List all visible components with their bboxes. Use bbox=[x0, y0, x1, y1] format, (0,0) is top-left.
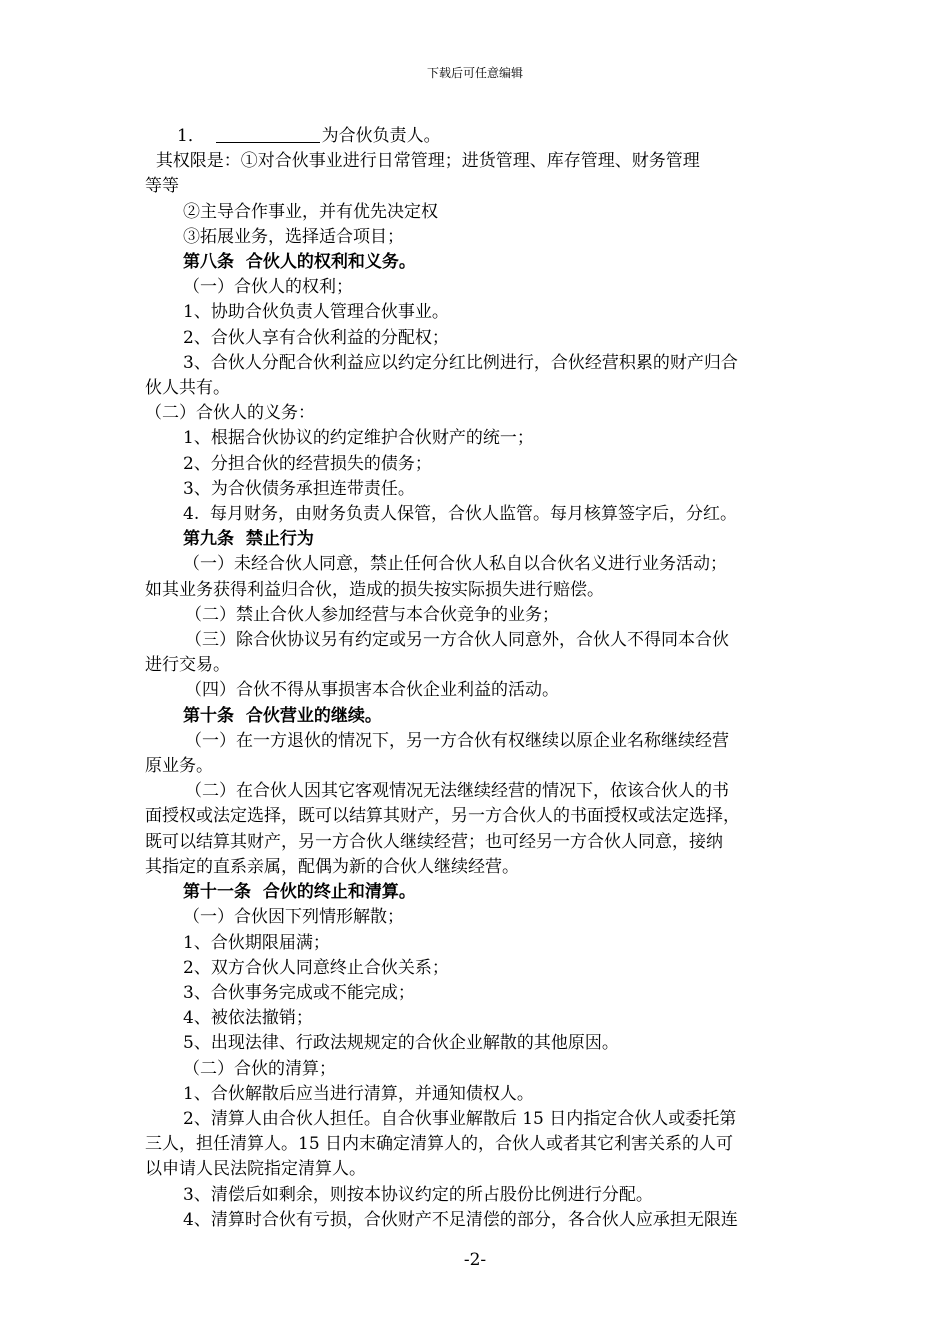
item-1-text: 为合伙负责人。 bbox=[321, 126, 441, 146]
page-number: -2- bbox=[463, 1250, 487, 1270]
article-heading: 第十条 合伙营业的继续。 bbox=[183, 705, 382, 726]
text-line: 2、合伙人享有合伙利益的分配权； bbox=[183, 327, 449, 348]
article-heading: 第八条 合伙人的权利和义务。 bbox=[183, 252, 416, 273]
text-line: （二）禁止合伙人参加经营与本合伙竞争的业务； bbox=[185, 604, 559, 625]
text-line: 伙人共有。 bbox=[145, 378, 230, 399]
text-line: 原业务。 bbox=[145, 756, 213, 777]
text-line: 3、为合伙债务承担连带责任。 bbox=[183, 478, 415, 499]
text-line: 等等 bbox=[145, 176, 179, 197]
text-line: 1、合伙期限届满； bbox=[183, 932, 330, 953]
text-line: 4. 每月财务，由财务负责人保管，合伙人监管。每月核算签字后，分红。 bbox=[183, 504, 738, 525]
text-line: 以申请人民法院指定清算人。 bbox=[145, 1159, 366, 1180]
text-line: 1、根据合伙协议的约定维护合伙财产的统一； bbox=[183, 428, 534, 449]
text-line: 既可以结算其财产，另一方合伙人继续经营；也可经另一方合伙人同意，接纳 bbox=[145, 831, 723, 852]
text-line: 其指定的直系亲属，配偶为新的合伙人继续经营。 bbox=[145, 856, 519, 877]
text-line: 进行交易。 bbox=[145, 655, 230, 676]
article-heading: 第十一条 合伙的终止和清算。 bbox=[183, 882, 416, 903]
text-line: 4、清算时合伙有亏损，合伙财产不足清偿的部分，各合伙人应承担无限连 bbox=[183, 1209, 738, 1230]
text-line: 2、清算人由合伙人担任。自合伙事业解散后 15 日内指定合伙人或委托第 bbox=[183, 1108, 737, 1129]
text-line: 如其业务获得利益归合伙，造成的损失按实际损失进行赔偿。 bbox=[145, 579, 604, 600]
text-line: 3、合伙人分配合伙利益应以约定分红比例进行，合伙经营积累的财产归合 bbox=[183, 352, 738, 373]
item-1-number: 1． bbox=[177, 126, 205, 146]
text-line: 面授权或法定选择，既可以结算其财产，另一方合伙人的书面授权或法定选择， bbox=[145, 806, 740, 827]
text-line: （二）在合伙人因其它客观情况无法继续经营的情况下，依该合伙人的书 bbox=[185, 781, 729, 802]
text-line: （四）合伙不得从事损害本合伙企业利益的活动。 bbox=[185, 680, 559, 701]
text-line: 其权限是：①对合伙事业进行日常管理；进货管理、库存管理、财务管理 bbox=[145, 151, 700, 172]
text-line: ②主导合作事业，并有优先决定权 bbox=[183, 201, 438, 222]
text-line: ③拓展业务，选择适合项目； bbox=[183, 226, 404, 247]
text-line: （二）合伙人的义务： bbox=[145, 403, 315, 424]
document-body bbox=[145, 124, 807, 1233]
text-line: 三人，担任清算人。15 日内末确定清算人的，合伙人或者其它利害关系的人可 bbox=[145, 1134, 734, 1155]
text-line: 5、出现法律、行政法规规定的合伙企业解散的其他原因。 bbox=[183, 1033, 619, 1054]
text-line: 3、清偿后如剩余，则按本协议约定的所占股份比例进行分配。 bbox=[183, 1184, 653, 1205]
item-1-line bbox=[145, 124, 807, 149]
text-line: 1、协助合伙负责人管理合伙事业。 bbox=[183, 302, 449, 323]
text-line: （一）未经合伙人同意，禁止任何合伙人私自以合伙名义进行业务活动； bbox=[183, 554, 727, 575]
text-line: 2、双方合伙人同意终止合伙关系； bbox=[183, 957, 449, 978]
page-header: 下载后可任意编辑 bbox=[426, 66, 523, 80]
paragraph-lines bbox=[145, 149, 807, 1233]
text-line: 2、分担合伙的经营损失的债务； bbox=[183, 453, 432, 474]
text-line: （一）在一方退伙的情况下，另一方合伙有权继续以原企业名称继续经营 bbox=[185, 730, 729, 751]
text-line: 4、被依法撤销； bbox=[183, 1008, 313, 1029]
article-heading: 第九条 禁止行为 bbox=[183, 529, 314, 550]
text-line: 3、合伙事务完成或不能完成； bbox=[183, 982, 415, 1003]
text-line: （一）合伙人的权利； bbox=[183, 277, 353, 298]
blank-underline bbox=[216, 126, 320, 143]
text-line: （二）合伙的清算； bbox=[183, 1058, 336, 1079]
text-line: 1、合伙解散后应当进行清算，并通知债权人。 bbox=[183, 1083, 534, 1104]
text-line: （三）除合伙协议另有约定或另一方合伙人同意外，合伙人不得同本合伙 bbox=[185, 630, 729, 651]
text-line: （一）合伙因下列情形解散； bbox=[183, 907, 404, 928]
